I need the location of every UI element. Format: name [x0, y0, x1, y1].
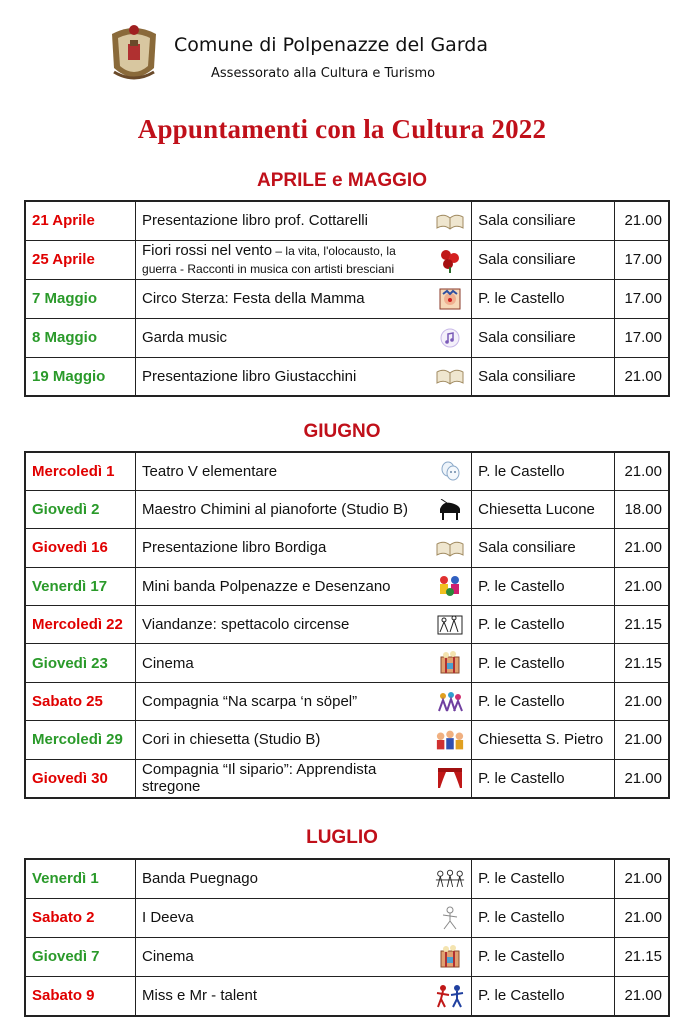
event-description-cell [136, 937, 472, 976]
event-description-detail: – la vita, l'olocausto, la guerra - Racconti in musica con artisti bresciani [142, 243, 396, 276]
event-description: Banda Puegnago [142, 870, 258, 888]
event-description-cell [136, 201, 472, 240]
section-title-giugno: GIUGNO [303, 421, 381, 442]
event-description-cell [136, 859, 472, 898]
section-title-aprile-maggio: APRILE e MAGGIO [257, 170, 427, 191]
event-description-cell [136, 759, 472, 797]
event-row [25, 357, 669, 396]
event-time: 21.00 [615, 529, 669, 567]
event-row [25, 567, 669, 605]
event-date: 19 Maggio [25, 357, 136, 396]
event-time: 21.00 [615, 859, 669, 898]
event-time: 17.00 [615, 318, 669, 357]
event-location: P. le Castello [472, 606, 615, 644]
event-row [25, 644, 669, 682]
event-location: P. le Castello [472, 644, 615, 682]
circus-icon [435, 613, 465, 637]
event-location: Sala consiliare [472, 240, 615, 279]
event-time: 21.15 [615, 606, 669, 644]
event-time: 17.00 [615, 279, 669, 318]
event-row [25, 721, 669, 759]
event-row [25, 937, 669, 976]
event-location: P. le Castello [472, 898, 615, 937]
events-table-giugno [24, 451, 670, 799]
event-location: P. le Castello [472, 937, 615, 976]
event-row [25, 452, 669, 490]
event-location: P. le Castello [472, 859, 615, 898]
event-location: Sala consiliare [472, 529, 615, 567]
event-time: 21.00 [615, 452, 669, 490]
event-description: Cinema [142, 654, 194, 672]
event-date: Mercoledì 1 [25, 452, 136, 490]
event-location: P. le Castello [472, 977, 615, 1016]
event-time: 21.15 [615, 937, 669, 976]
section-title-luglio: LUGLIO [306, 827, 378, 848]
dancer-sketch-icon [435, 906, 465, 930]
event-date: Sabato 25 [25, 682, 136, 720]
dancers-icon [435, 984, 465, 1008]
event-date: Giovedì 2 [25, 490, 136, 528]
event-row [25, 279, 669, 318]
event-date: 8 Maggio [25, 318, 136, 357]
piano-icon [435, 498, 465, 522]
event-row [25, 240, 669, 279]
event-description: Cinema [142, 948, 194, 966]
event-description: Presentazione libro Giustacchini [142, 367, 357, 385]
cinema-icon [435, 651, 465, 675]
event-time: 21.00 [615, 567, 669, 605]
event-description: Presentazione libro prof. Cottarelli [142, 212, 368, 230]
event-description: Garda music [142, 329, 228, 346]
event-description: Compagnia “Na scarpa ‘n söpel” [142, 693, 358, 711]
open-book-icon [435, 364, 465, 388]
page-header [108, 24, 568, 90]
open-book-icon [435, 536, 465, 560]
event-time: 21.00 [615, 201, 669, 240]
red-flowers-icon [435, 248, 465, 272]
event-date: Giovedì 30 [25, 759, 136, 797]
event-row [25, 898, 669, 937]
event-description-cell [136, 452, 472, 490]
event-time: 21.00 [615, 721, 669, 759]
open-book-icon [435, 209, 465, 233]
event-time: 18.00 [615, 490, 669, 528]
event-description: Viandanze: spettacolo circense [142, 616, 350, 634]
event-description-cell [136, 318, 472, 357]
choir-icon [435, 728, 465, 752]
event-location: Sala consiliare [472, 318, 615, 357]
event-description-cell [136, 898, 472, 937]
music-note-icon [435, 326, 465, 350]
event-time: 17.00 [615, 240, 669, 279]
event-date: Mercoledì 22 [25, 606, 136, 644]
event-description-cell [136, 240, 472, 279]
event-row [25, 859, 669, 898]
event-location: P. le Castello [472, 759, 615, 797]
marching-band-icon [435, 574, 465, 598]
clown-icon [435, 287, 465, 311]
department-name: Assessorato alla Cultura e Turismo [211, 66, 436, 81]
event-time: 21.00 [615, 898, 669, 937]
cinema-icon [435, 945, 465, 969]
event-location: P. le Castello [472, 682, 615, 720]
municipality-name: Comune di Polpenazze del Garda [174, 34, 489, 56]
event-date: Venerdì 1 [25, 859, 136, 898]
event-date: 7 Maggio [25, 279, 136, 318]
event-description-cell [136, 644, 472, 682]
event-description: Teatro V elementare [142, 462, 278, 480]
event-location: Chiesetta Lucone [472, 490, 615, 528]
event-row [25, 606, 669, 644]
events-table-luglio [24, 858, 670, 1017]
event-row [25, 682, 669, 720]
event-time: 21.00 [615, 759, 669, 797]
event-time: 21.15 [615, 644, 669, 682]
events-table-aprile-maggio [24, 200, 670, 397]
event-description: Miss e Mr - talent [142, 987, 258, 1005]
stage-curtain-icon [435, 766, 465, 790]
event-date: Mercoledì 29 [25, 721, 136, 759]
event-description-cell [136, 606, 472, 644]
event-description-cell [136, 490, 472, 528]
event-location: P. le Castello [472, 567, 615, 605]
event-description: Mini banda Polpenazze e Desenzano [142, 577, 391, 595]
page-title: Appuntamenti con la Cultura 2022 [137, 114, 547, 144]
event-row [25, 759, 669, 797]
event-description: Fiori rossi nel vento [142, 241, 273, 259]
event-row [25, 318, 669, 357]
event-description: Presentazione libro Bordiga [142, 539, 327, 557]
event-time: 21.00 [615, 682, 669, 720]
event-location: P. le Castello [472, 452, 615, 490]
event-location: Sala consiliare [472, 201, 615, 240]
event-description-cell [136, 567, 472, 605]
event-time: 21.00 [615, 977, 669, 1016]
event-description-cell [136, 279, 472, 318]
event-description: Cori in chiesetta (Studio B) [142, 731, 321, 749]
event-description: Circo Sterza: Festa della Mamma [142, 290, 365, 307]
theatre-masks-icon [435, 459, 465, 483]
event-description-cell [136, 977, 472, 1016]
event-date: 25 Aprile [25, 240, 136, 279]
event-location: Chiesetta S. Pietro [472, 721, 615, 759]
town-crest-icon [108, 24, 160, 86]
event-location: Sala consiliare [472, 357, 615, 396]
event-description: Maestro Chimini al pianoforte (Studio B) [142, 501, 408, 519]
event-date: Giovedì 23 [25, 644, 136, 682]
event-date: Giovedì 16 [25, 529, 136, 567]
band-sketch-icon [435, 867, 465, 891]
event-row [25, 529, 669, 567]
event-description: I Deeva [142, 909, 194, 927]
event-description: Compagnia “Il sipario”: Apprendista stregone [142, 761, 377, 796]
event-time: 21.00 [615, 357, 669, 396]
event-description-cell [136, 529, 472, 567]
event-description-cell [136, 682, 472, 720]
event-date: Giovedì 7 [25, 937, 136, 976]
event-date: 21 Aprile [25, 201, 136, 240]
event-description-cell [136, 357, 472, 396]
event-location: P. le Castello [472, 279, 615, 318]
event-row [25, 977, 669, 1016]
event-row [25, 490, 669, 528]
event-date: Venerdì 17 [25, 567, 136, 605]
event-row [25, 201, 669, 240]
event-date: Sabato 2 [25, 898, 136, 937]
event-description-cell [136, 721, 472, 759]
event-date: Sabato 9 [25, 977, 136, 1016]
performers-icon [435, 690, 465, 714]
